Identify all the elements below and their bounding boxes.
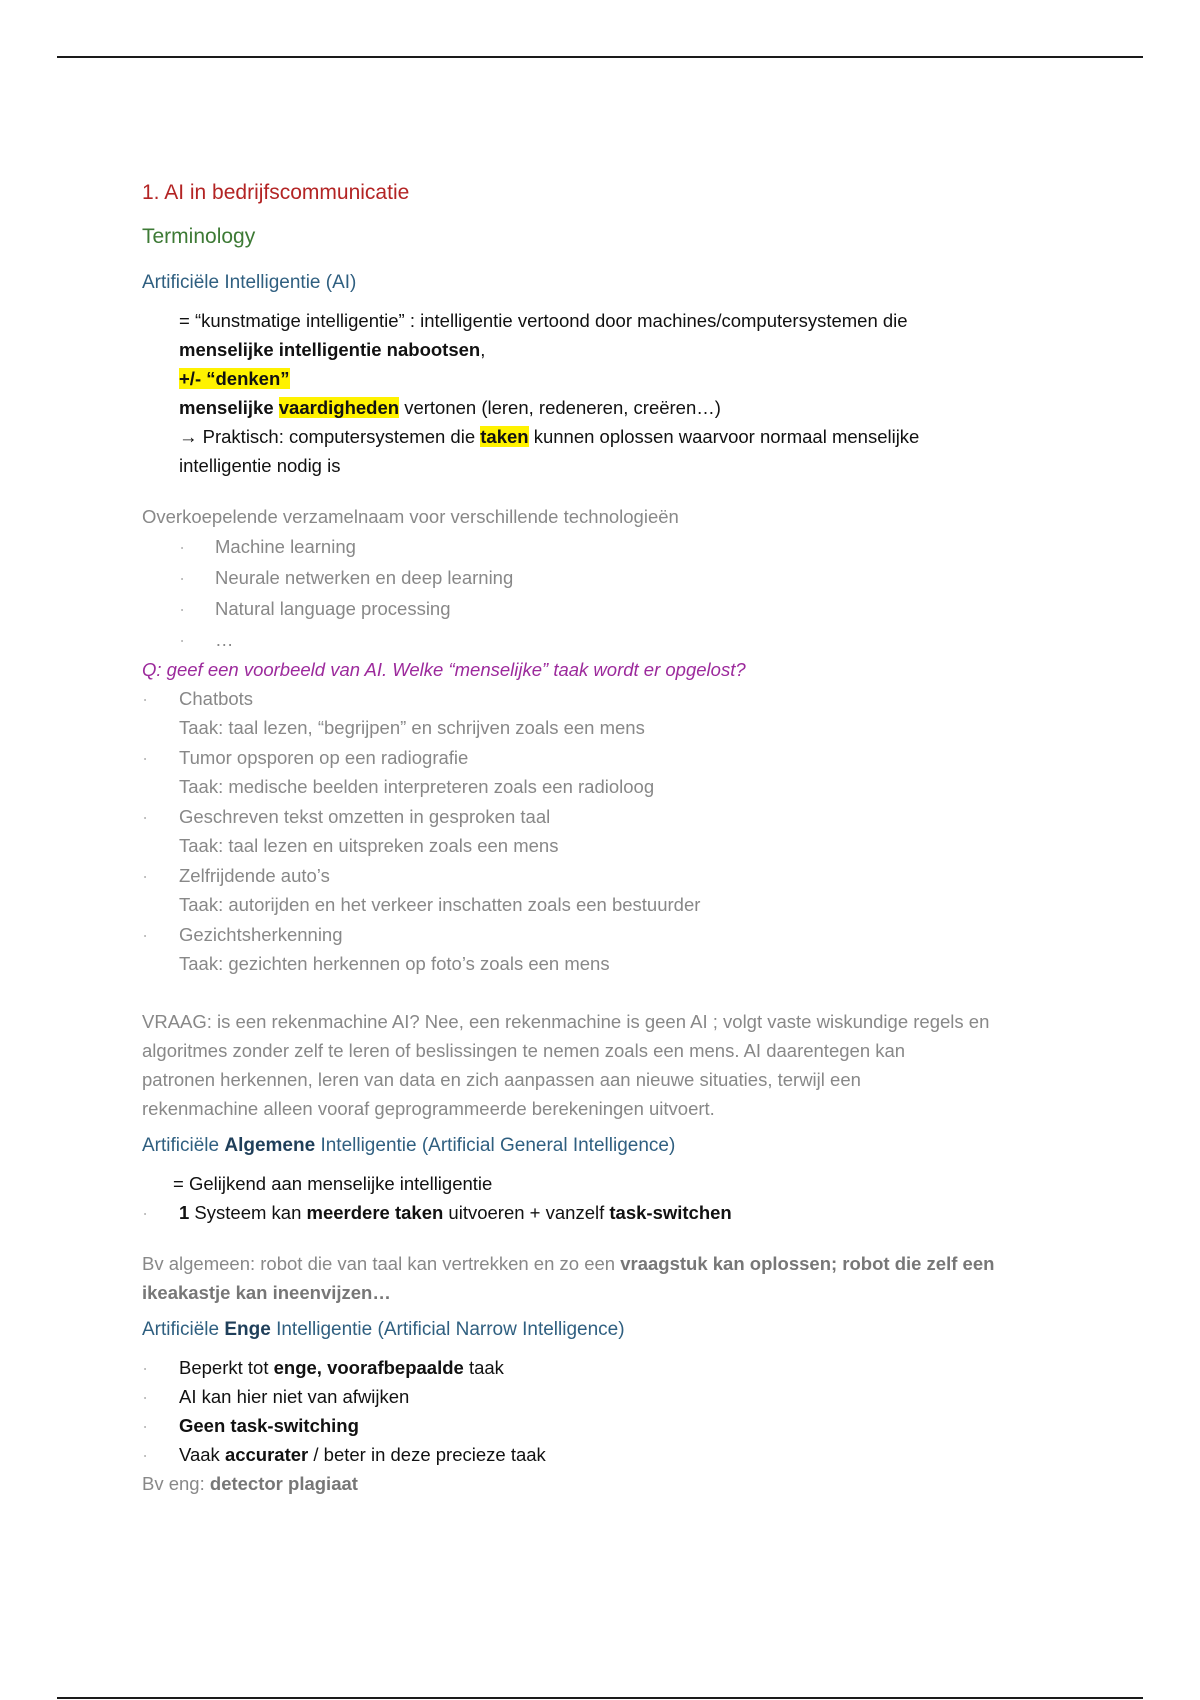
document-body [142, 178, 1082, 1498]
ai-definition [142, 306, 1082, 480]
agi-b1-bold3: task-switchen [609, 1202, 732, 1223]
agi-b1-text1: Systeem kan [189, 1202, 307, 1223]
agi-b1-text2: uitvoeren + vanzelf [443, 1202, 610, 1223]
ai-skills-rest: vertonen (leren, redeneren, creëren…) [399, 397, 721, 418]
list-item: · Chatbots [142, 684, 1082, 713]
ai-practical-rest: kunnen oplossen waarvoor normaal menselijke [528, 426, 920, 447]
ani-list [142, 1353, 1082, 1469]
ani-title-post: Intelligentie (Artificial Narrow Intelligence) [270, 1319, 625, 1340]
calculator-question [142, 1007, 1082, 1123]
ani-b1-bold: enge, voorafbepaalde [273, 1357, 464, 1378]
list-item: · Gezichtsherkenning [142, 920, 1082, 949]
list-item: · Natural language processing [179, 593, 1082, 624]
vraag-line1: VRAAG: is een rekenmachine AI? Nee, een rekenmachine is geen AI ; volgt vaste wiskundige regels en [142, 1011, 990, 1032]
ai-def-prefix: = “kunstmatige intelligentie” : intelligentie vertoond door machines/computersystemen die [179, 310, 908, 331]
agi-example-pre: Bv algemeen: robot die van taal kan vertrekken en zo een [142, 1253, 621, 1274]
section-heading: Terminology [142, 225, 256, 248]
ai-heading: Artificiële Intelligentie (AI) [142, 272, 357, 293]
ani-b4-bold: accurater [224, 1444, 309, 1465]
ani-b1-pre: Beperkt tot [179, 1357, 274, 1378]
list-item: · Tumor opsporen op een radiografie [142, 743, 1082, 772]
ai-def-comma: , [480, 339, 486, 360]
ani-b3-bold: Geen task-switching [179, 1415, 359, 1436]
ai-skills-bold: menselijke [179, 397, 274, 418]
list-item [142, 1353, 1082, 1382]
list-item: · Machine learning [179, 531, 1082, 562]
chapter-heading: 1. AI in bedrijfscommunicatie [142, 181, 410, 204]
agi-title-pre: Artificiële [142, 1135, 225, 1156]
agi-list [142, 1198, 1082, 1227]
ai-think-line [179, 364, 1082, 393]
bottom-rule [57, 1697, 1143, 1699]
ai-practical-line2: intelligentie nodig is [179, 455, 341, 476]
umbrella-title: Overkoepelende verzamelnaam voor verschillende technologieën [142, 506, 679, 527]
ai-skills-highlight: vaardigheden [278, 397, 400, 418]
examples-list [142, 684, 1082, 978]
list-item [142, 1411, 1082, 1440]
list-item: · Zelfrijdende auto’s [142, 861, 1082, 890]
agi-title-bold: Algemene [224, 1135, 316, 1156]
example-task: Taak: taal lezen en uitspreken zoals een mens [179, 835, 559, 856]
question-line: Q: geef een voorbeeld van AI. Welke “menselijke” taak wordt er opgelost? [142, 659, 746, 680]
agi-b1-bold1: 1 [179, 1202, 190, 1223]
ani-heading [142, 1315, 1082, 1345]
ai-skills-line [179, 393, 1082, 422]
example-task: Taak: gezichten herkennen op foto’s zoals een mens [179, 953, 610, 974]
example-task: Taak: taal lezen, “begrijpen” en schrijven zoals een mens [179, 717, 645, 738]
agi-example-bold2: ikeakastje kan ineenvijzen… [142, 1282, 391, 1303]
example-task: Taak: autorijden en het verkeer inschatten zoals een bestuurder [179, 894, 701, 915]
agi-example-line1 [142, 1249, 1082, 1278]
ai-practical-highlight: taken [480, 426, 529, 447]
ai-def-bold: menselijke intelligentie nabootsen [179, 339, 481, 360]
ai-def-line2 [179, 335, 1082, 364]
ani-b4-pre: Vaak [179, 1444, 225, 1465]
ani-example-pre: Bv eng: [142, 1473, 210, 1494]
ani-example [142, 1469, 1082, 1498]
list-item: · … [179, 624, 1082, 655]
agi-equal: = Gelijkend aan menselijke intelligentie [173, 1173, 493, 1194]
list-item [142, 1440, 1082, 1469]
list-item [142, 1198, 1082, 1227]
ai-def-line1 [179, 306, 1082, 335]
list-item: · AI kan hier niet van afwijken [142, 1382, 1082, 1411]
umbrella-list [142, 531, 1082, 655]
ani-example-bold: detector plagiaat [209, 1473, 358, 1494]
agi-example-bold1: vraagstuk kan oplossen; robot die zelf een [620, 1253, 995, 1274]
vraag-line4: rekenmachine alleen vooraf geprogrammeerde berekeningen uitvoert. [142, 1098, 715, 1119]
list-item: · Neurale netwerken en deep learning [179, 562, 1082, 593]
ani-title-bold: Enge [224, 1319, 271, 1340]
vraag-line2: algoritmes zonder zelf te leren of beslissingen te nemen zoals een mens. AI daarentegen kan [142, 1040, 906, 1061]
ai-practical-line [179, 422, 1082, 451]
ai-think-highlight: +/- “denken” [179, 368, 290, 389]
agi-example-line2 [142, 1278, 1082, 1307]
agi-title-post: Intelligentie (Artificial General Intelligence) [315, 1135, 676, 1156]
agi-example [142, 1249, 1082, 1307]
ani-title-pre: Artificiële [142, 1319, 225, 1340]
ai-practical-prefix: → Praktisch: computersystemen die [179, 426, 481, 447]
top-rule [57, 56, 1143, 58]
agi-heading [142, 1131, 1082, 1161]
example-task: Taak: medische beelden interpreteren zoals een radioloog [179, 776, 655, 797]
list-item: · Geschreven tekst omzetten in gesproken taal [142, 802, 1082, 831]
ani-b1-post: taak [463, 1357, 504, 1378]
vraag-line3: patronen herkennen, leren van data en zich aanpassen aan nieuwe situaties, terwijl een [142, 1069, 861, 1090]
agi-b1-bold2: meerdere taken [306, 1202, 444, 1223]
ani-b4-post: / beter in deze precieze taak [308, 1444, 546, 1465]
